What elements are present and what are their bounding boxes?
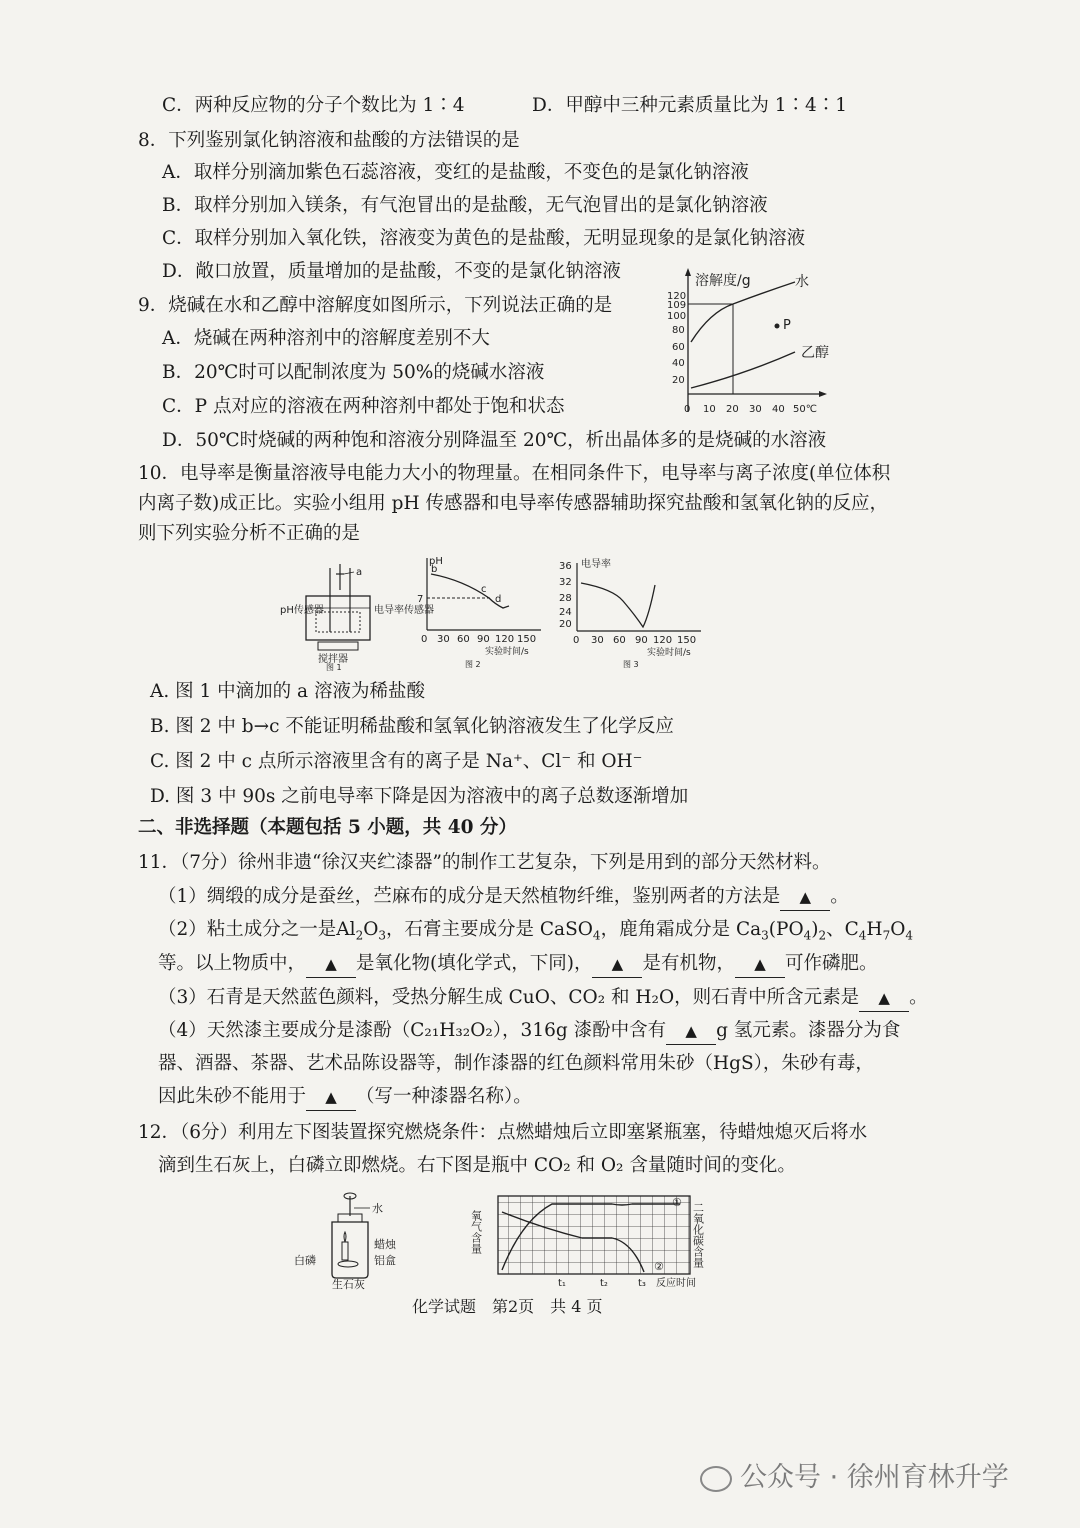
q7-option-c: C．两种反应物的分子个数比为 1∶4	[162, 95, 465, 116]
q11-oxide-blank[interactable]: ▲	[306, 951, 356, 978]
q11-part-3	[158, 985, 928, 1012]
fig2-point-c: c	[481, 584, 487, 595]
q9-ytick-109: 109	[667, 300, 687, 311]
watermark	[700, 1455, 1009, 1494]
q9-xtick-50: 50℃	[793, 404, 817, 415]
q11-stem: 11．（7分）徐州非遗“徐汉夹纻漆器”的制作工艺复杂，下列是用到的部分天然材料。	[138, 852, 831, 873]
q8-option-b: B．取样分别加入镁条，有气泡冒出的是盐酸，无气泡冒出的是氯化钠溶液	[162, 195, 768, 216]
fig1-right-label: 电导率传感器	[374, 605, 434, 616]
q10-figure-2	[413, 550, 548, 670]
q11-part-4	[158, 1018, 900, 1045]
q11-p2g: H	[866, 919, 883, 940]
q11-p1-end: 。	[830, 886, 849, 907]
q10-line-1: 10．电导率是衡量溶液导电能力大小的物理量。在相同条件下，电导率与离子浓度(单位体积	[138, 463, 891, 484]
q11-p1-blank[interactable]: ▲	[780, 884, 830, 911]
q9-xtick-30: 30	[749, 404, 762, 415]
q9-option-c: C．P 点对应的溶液在两种溶剂中都处于饱和状态	[162, 396, 565, 417]
al2o3-al: Al	[336, 919, 356, 940]
fig3-xlabel: 实验时间/s	[647, 648, 691, 658]
fig3-y24: 24	[559, 607, 572, 618]
q11-p4a: （4）天然漆主要成分是漆酚（C₂₁H₃₂O₂），316g 漆酚中含有	[158, 1020, 667, 1041]
q11-p2-l2b: 是氧化物(填化学式，下同)，	[356, 953, 593, 974]
fig2-caption: 图 2	[465, 660, 481, 669]
q9-water-curve	[691, 282, 795, 342]
q11-p1-text: （1）绸缎的成分是蚕丝，苎麻布的成分是天然植物纤维，鉴别两者的方法是	[158, 886, 781, 907]
q12-line-2: 滴到生石灰上，白磷立即燃烧。右下图是瓶中 CO₂ 和 O₂ 含量随时间的变化。	[158, 1155, 796, 1176]
q11-p2h: O	[890, 919, 906, 940]
fig3-y28: 28	[559, 593, 572, 604]
q12-t1: t₁	[558, 1278, 566, 1289]
q9-ytick-80: 80	[672, 325, 685, 336]
q12-mark-2: ②	[654, 1260, 664, 1273]
q9-solubility-chart	[655, 262, 855, 420]
q8-option-c: C．取样分别加入氧化铁，溶液变为黄色的是盐酸，无明显现象的是氯化钠溶液	[162, 228, 806, 249]
fig2-x150: 150	[517, 634, 537, 645]
fig2-ylabel: pH	[429, 556, 443, 567]
q10-option-a: A. 图 1 中滴加的 a 溶液为稀盐酸	[150, 681, 425, 702]
fig2-x60: 60	[457, 634, 470, 645]
q11-organic-blank[interactable]: ▲	[592, 951, 642, 978]
q12-apparatus	[290, 1190, 420, 1290]
q11-p2c: ，鹿角霜成分是 Ca	[600, 919, 762, 940]
q11-part-1	[158, 884, 849, 911]
q12-water-label: 水	[372, 1202, 383, 1215]
q11-p4-l3-blank[interactable]: ▲	[306, 1084, 356, 1111]
q9-xtick-0: 0	[684, 404, 691, 415]
q12-gas-chart	[469, 1190, 722, 1290]
q12-xlabel: 反应时间	[656, 1278, 696, 1289]
q10-option-c: C. 图 2 中 c 点所示溶液里含有的离子是 Na⁺、Cl⁻ 和 OH⁻	[150, 751, 643, 772]
q12-candle-label: 蜡烛	[374, 1238, 396, 1251]
q11-part-2-line-2	[158, 951, 877, 978]
section-2-title: 二、非选择题（本题包括 5 小题，共 40 分）	[138, 817, 517, 838]
q12-phosphorus-label: 白磷	[294, 1254, 316, 1267]
q8-option-d: D．敞口放置，质量增加的是盐酸，不变的是氯化钠溶液	[162, 261, 621, 282]
q10-figure-1	[278, 558, 434, 672]
q11-p3-blank[interactable]: ▲	[859, 985, 909, 1012]
q9-stem: 9．烧碱在水和乙醇中溶解度如图所示，下列说法正确的是	[138, 295, 613, 316]
fig3-x30: 30	[591, 635, 604, 646]
q11-p3-text: （3）石青是天然蓝色颜料，受热分解生成 CuO、CO₂ 和 H₂O，则石青中所含元素是	[158, 987, 860, 1008]
fig2-x90: 90	[477, 634, 490, 645]
fig2-point-d: d	[495, 594, 502, 605]
fig3-y32: 32	[559, 577, 572, 588]
po-sub2: 2	[818, 928, 827, 943]
fig1-left-label: pH传感器	[280, 605, 324, 616]
q11-p4-blank[interactable]: ▲	[666, 1018, 716, 1045]
ca-sub: 3	[761, 928, 769, 943]
q11-p2e: )	[811, 919, 819, 940]
q9-ethanol-label: 乙醇	[801, 345, 829, 361]
q11-p4-l3b: （写一种漆器名称）。	[356, 1086, 532, 1107]
fig3-x150: 150	[677, 635, 697, 646]
al2o3-sub1: 2	[355, 928, 364, 943]
q9-option-a: A．烧碱在两种溶剂中的溶解度差别不大	[162, 328, 490, 349]
fig2-x0: 0	[421, 634, 428, 645]
fig3-x120: 120	[653, 635, 673, 646]
fig3-ylabel: 电导率	[581, 559, 611, 570]
q11-part-4-line-3	[158, 1084, 532, 1111]
q11-part-2	[158, 917, 913, 949]
al2o3-sub2: 3	[378, 928, 387, 943]
c-sub: 4	[858, 928, 867, 943]
fig3-caption: 图 3	[623, 660, 639, 669]
q12-t2: t₂	[600, 1278, 608, 1289]
q9-option-d: D．50℃时烧碱的两种饱和溶液分别降温至 20℃，析出晶体多的是烧碱的水溶液	[162, 430, 827, 451]
q9-ethanol-curve	[691, 352, 795, 388]
caso4-sub: 4	[592, 928, 601, 943]
q11-p2f: 、C	[826, 919, 859, 940]
fig2-xlabel: 实验时间/s	[485, 647, 529, 657]
fig2-x120: 120	[495, 634, 515, 645]
fig3-y36: 36	[559, 561, 572, 572]
fig3-x90: 90	[635, 635, 648, 646]
page-footer: 化学试题 第2页 共 4 页	[412, 1297, 603, 1316]
q11-p2d: (PO	[768, 919, 804, 940]
h-sub: 7	[882, 928, 891, 943]
q9-ytick-20: 20	[672, 375, 685, 386]
q12-t3: t₃	[638, 1278, 646, 1289]
q11-part-4-line-2: 器、酒器、茶器、艺术品陈设器等，制作漆器的红色颜料常用朱砂（HgS），朱砂有毒，	[158, 1053, 874, 1074]
q11-p2-l2a: 等。以上物质中，	[158, 953, 307, 974]
q11-p4-l3a: 因此朱砂不能用于	[158, 1086, 307, 1107]
q12-line-1: 12．（6分）利用左下图装置探究燃烧条件：点燃蜡烛后立即塞紧瓶塞，待蜡烛熄灭后将水	[138, 1122, 868, 1143]
po-sub: 4	[803, 928, 812, 943]
q10-line-3: 则下列实验分析不正确的是	[138, 523, 361, 544]
fig3-y20: 20	[559, 619, 572, 630]
q9-xtick-10: 10	[703, 404, 716, 415]
q9-point-label: P	[783, 318, 791, 333]
q12-right-axis: 二氧化碳含量	[691, 1202, 705, 1268]
fig1-stirrer: 搅拌器	[318, 654, 348, 665]
q11-p4b: g 氢元素。漆器分为食	[716, 1020, 901, 1041]
q8-option-a: A．取样分别滴加紫色石蕊溶液，变红的是盐酸，不变色的是氯化钠溶液	[162, 162, 749, 183]
q10-figure-3	[553, 555, 713, 670]
q11-p2a: （2）粘土成分之一是	[158, 919, 337, 940]
fig2-point-b: b	[431, 564, 438, 575]
q10-option-d: D. 图 3 中 90s 之前电导率下降是因为溶液中的离子总数逐渐增加	[150, 786, 689, 807]
q9-water-label: 水	[795, 274, 809, 290]
q9-ytick-40: 40	[672, 358, 685, 369]
q9-ytick-120: 120	[667, 291, 687, 302]
q9-option-b: B．20℃时可以配制浓度为 50%的烧碱水溶液	[162, 362, 545, 383]
q9-chart-ylabel: 溶解度/g	[695, 273, 751, 289]
q9-ytick-100: 100	[667, 311, 687, 322]
q9-xtick-20: 20	[726, 404, 739, 415]
q12-lime-label: 生石灰	[332, 1278, 365, 1291]
fig2-x30: 30	[437, 634, 450, 645]
q11-p2-l2d: 可作磷肥。	[784, 953, 878, 974]
q12-box-label: 铝盒	[374, 1254, 396, 1267]
q8-stem: 8．下列鉴别氯化钠溶液和盐酸的方法错误的是	[138, 130, 520, 151]
q9-point-p	[775, 324, 780, 329]
wechat-icon	[700, 1466, 732, 1492]
al2o3-o: O	[363, 919, 379, 940]
q9-xtick-40: 40	[772, 404, 785, 415]
q12-mark-1: ①	[672, 1196, 682, 1209]
q10-option-b: B. 图 2 中 b→c 不能证明稀盐酸和氢氧化钠溶液发生了化学反应	[150, 716, 674, 737]
fig3-x0: 0	[573, 635, 580, 646]
q7-option-d: D．甲醇中三种元素质量比为 1∶4∶1	[532, 95, 848, 116]
watermark-text: 公众号 · 徐州育林升学	[740, 1462, 1009, 1493]
q12-left-axis: 氧气含量	[469, 1210, 483, 1254]
fig1-label-a: a	[356, 567, 363, 578]
q11-p3-end: 。	[909, 987, 928, 1008]
q11-p2b: ，石膏主要成分是 CaSO	[386, 919, 593, 940]
q11-p2-l2c: 是有机物，	[642, 953, 735, 974]
q9-ytick-60: 60	[672, 342, 685, 353]
fig3-x60: 60	[613, 635, 626, 646]
q11-fertilizer-blank[interactable]: ▲	[735, 951, 785, 978]
fig3-conductivity-curve	[581, 583, 655, 627]
fig2-y7: 7	[417, 594, 424, 605]
q10-line-2: 内离子数)成正比。实验小组用 pH 传感器和电导率传感器辅助探究盐酸和氢氧化钠的反应，	[138, 493, 888, 514]
fig1-caption: 图 1	[326, 663, 342, 672]
o-sub: 4	[905, 928, 914, 943]
